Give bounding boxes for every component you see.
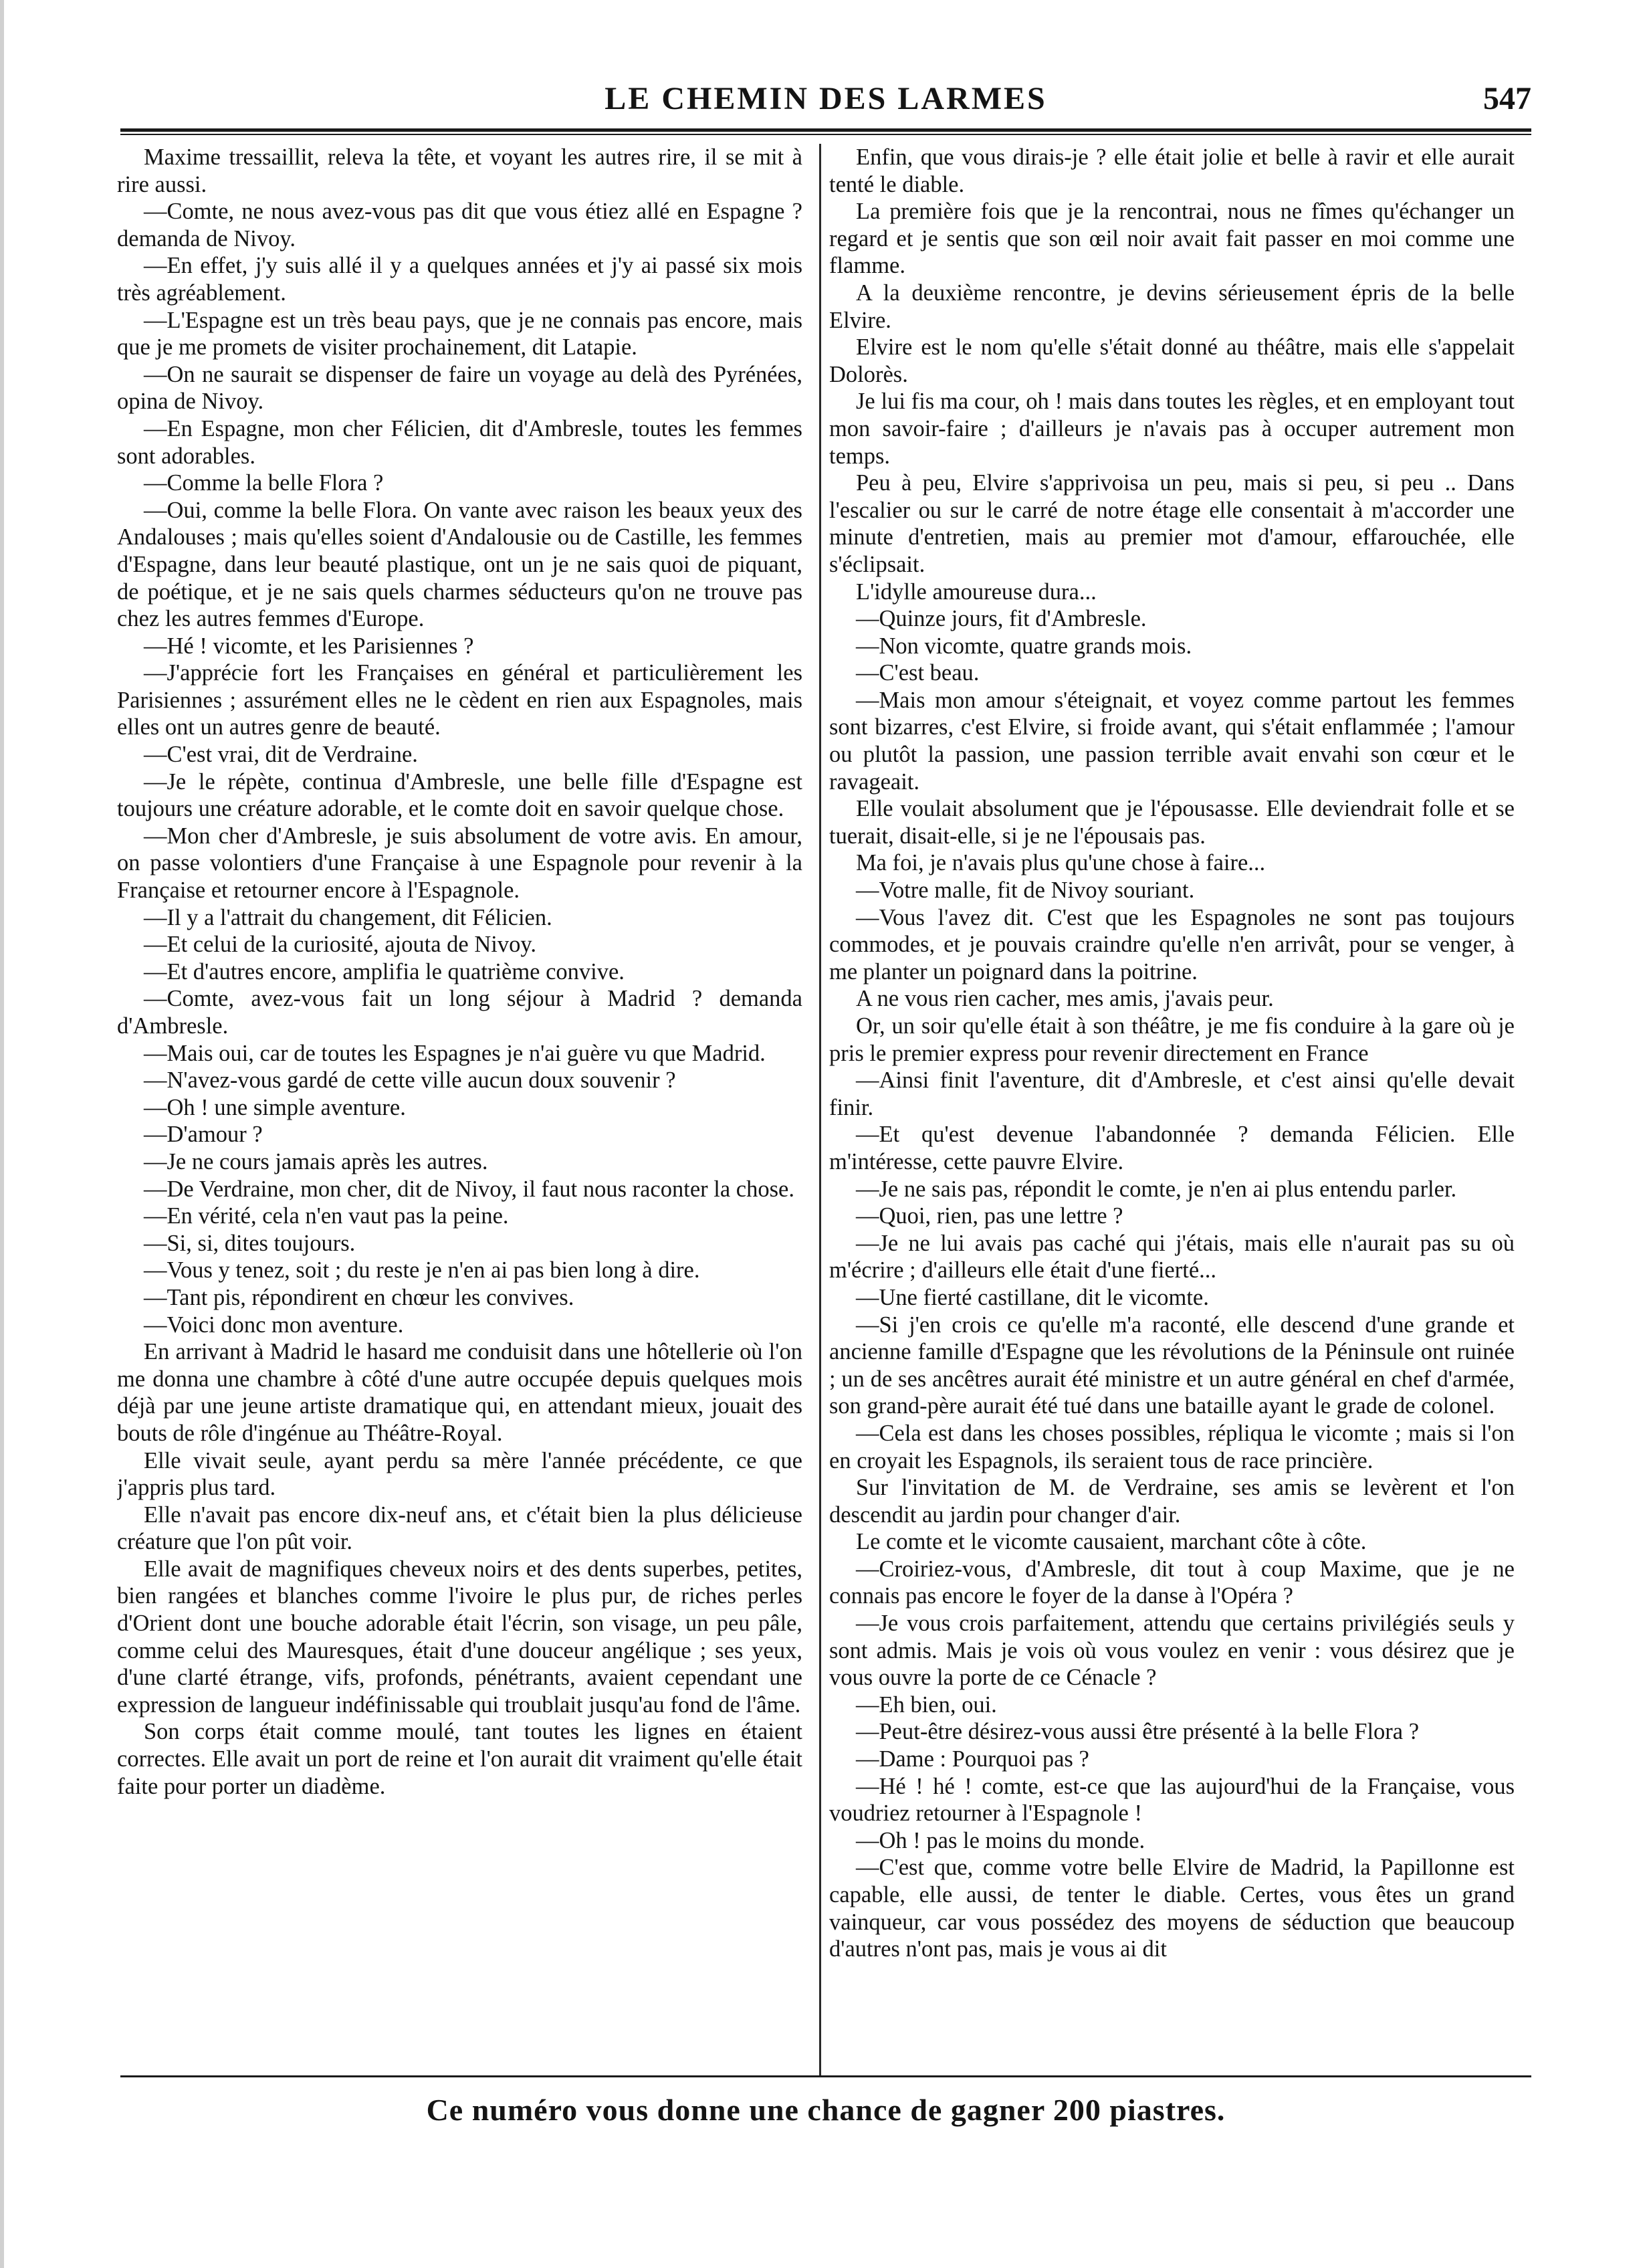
right-column <box>829 144 1515 2073</box>
paragraph: —Oui, comme la belle Flora. On vante avec raison les beaux yeux des Andalouses ; mais qu'elles soient d'Andalousie ou de Castille, les femmes d'Espagne, dans leur beauté plastique, ont un je ne sais quoi de piquant, de poétique, et je ne sais quels charmes séducteurs qu'on ne trouve pas chez les autres femmes d'Europe. <box>117 497 802 632</box>
header-rule <box>120 128 1531 132</box>
paragraph: Or, un soir qu'elle était à son théâtre, je me fis conduire à la gare où je pris le premier express pour revenir directement en France <box>829 1013 1515 1066</box>
paragraph: —Je ne lui avais pas caché qui j'étais, mais elle n'aurait pas su où m'écrire ; d'ailleurs elle était d'une fierté... <box>829 1230 1515 1283</box>
paragraph: —Quinze jours, fit d'Ambresle. <box>856 606 1147 632</box>
paragraph: —Et d'autres encore, amplifia le quatrième convive. <box>144 958 625 985</box>
paragraph: En arrivant à Madrid le hasard me conduisit dans une hôtellerie où l'on me donna une chambre à côté d'une autre occupée depuis quelques mois déjà par une jeune artiste dramatique qui, en attendant mieux, jouait des bouts de rôle d'ingénue au Théâtre-Royal. <box>117 1339 802 1446</box>
left-column <box>117 144 802 2073</box>
paragraph: —Il y a l'attrait du changement, dit Félicien. <box>144 904 552 930</box>
paragraph: —Vous l'avez dit. C'est que les Espagnoles ne sont pas toujours commodes, et je pouvais craindre qu'elle n'en arrivât, pour se venger, à me planter un poignard dans la poitrine. <box>829 904 1515 985</box>
paragraph: Elle avait de magnifiques cheveux noirs et des dents superbes, petites, bien rangées et blanches comme l'ivoire le plus pur, de riches perles d'Orient dont une bouche adorable était l'écrin, son visage, un peu pâle, comme celui des Mauresques, était d'une douceur angélique ; ses yeux, d'une clarté étrange, vifs, profonds, pénétrants, avaient cependant une expression de langueur indéfinissable qui troublait jusqu'au fond de l'âme. <box>117 1556 802 1718</box>
running-title: LE CHEMIN DES LARMES <box>604 81 1047 116</box>
paragraph: Elle voulait absolument que je l'épousasse. Elle deviendrait folle et se tuerait, disait-elle, si je ne l'épousais pas. <box>829 796 1515 849</box>
page-header <box>120 80 1531 127</box>
paragraph: —Une fierté castillane, dit le vicomte. <box>856 1284 1209 1310</box>
paragraph: —Je ne cours jamais après les autres. <box>144 1148 488 1174</box>
paragraph: —L'Espagne est un très beau pays, que je ne connais pas encore, mais que je me promets de visiter prochainement, dit Latapie. <box>117 307 802 360</box>
paragraph: —Mais mon amour s'éteignait, et voyez comme partout les femmes sont bizarres, c'est Elvire, si froide avant, qui s'était enflammée ; l'amour ou plutôt la passion, une passion terrible avait envahi son cœur et le ravageait. <box>829 687 1515 795</box>
paragraph: —Et celui de la curiosité, ajouta de Nivoy. <box>144 932 536 958</box>
paragraph: —Dame : Pourquoi pas ? <box>856 1746 1089 1772</box>
paragraph: —Tant pis, répondirent en chœur les convives. <box>144 1284 574 1310</box>
paragraph: A ne vous rien cacher, mes amis, j'avais peur. <box>856 986 1274 1012</box>
paragraph: —Non vicomte, quatre grands mois. <box>856 633 1192 659</box>
paragraph: —Oh ! pas le moins du monde. <box>856 1827 1145 1853</box>
paragraph: —Hé ! vicomte, et les Parisiennes ? <box>144 633 474 659</box>
paragraph: —J'apprécie fort les Françaises en général et particulièrement les Parisiennes ; assurément elles ne le cèdent en rien aux Espagnoles, mais elles ont un autres genre de beauté. <box>117 660 802 740</box>
paragraph: —En effet, j'y suis allé il y a quelques années et j'y ai passé six mois très agréablement. <box>117 253 802 306</box>
paragraph: —Voici donc mon aventure. <box>144 1312 404 1338</box>
paragraph: Son corps était comme moulé, tant toutes les lignes en étaient correctes. Elle avait un port de reine et l'on aurait dit vraiment qu'elle était faite pour porter un diadème. <box>117 1719 802 1799</box>
paragraph: —Eh bien, oui. <box>856 1691 997 1718</box>
paragraph: —Je le répète, continua d'Ambresle, une belle fille d'Espagne est toujours une créature adorable, et le comte doit en savoir quelque chose. <box>117 768 802 822</box>
paragraph: —C'est beau. <box>856 660 980 686</box>
paragraph: —Hé ! hé ! comte, est-ce que las aujourd'hui de la Française, vous voudriez retourner à l'Espagnole ! <box>829 1773 1515 1827</box>
paragraph: —Et qu'est devenue l'abandonnée ? demanda Félicien. Elle m'intéresse, cette pauvre Elvire. <box>829 1122 1515 1174</box>
paragraph: —Oh ! une simple aventure. <box>144 1094 406 1120</box>
paragraph: —Votre malle, fit de Nivoy souriant. <box>856 878 1195 904</box>
paragraph: Je lui fis ma cour, oh ! mais dans toutes les règles, et en employant tout mon savoir-faire ; d'ailleurs je n'avais pas à occuper autrement mon temps. <box>829 389 1515 469</box>
paragraph: —En Espagne, mon cher Félicien, dit d'Ambresle, toutes les femmes sont adorables. <box>117 415 802 469</box>
paragraph: —De Verdraine, mon cher, dit de Nivoy, il faut nous raconter la chose. <box>144 1176 794 1202</box>
paragraph: —C'est que, comme votre belle Elvire de Madrid, la Papillonne est capable, elle aussi, de tenter le diable. Certes, vous êtes un grand vainqueur, car vous possédez des moyens de séduction que beaucoup d'autres n'ont pas, mais je vous ai dit <box>829 1855 1515 1962</box>
paragraph: —Si j'en crois ce qu'elle m'a raconté, elle descend d'une grande et ancienne famille d'Espagne que les révolutions de la Péninsule ont ruinée ; un de ses ancêtres aurait été ministre et un autre général en chef d'armée, son grand-père aurait été tué dans une bataille ayant le grade de colonel. <box>829 1312 1515 1419</box>
paragraph: —D'amour ? <box>144 1122 263 1148</box>
paragraph: —C'est vrai, dit de Verdraine. <box>144 742 418 768</box>
paragraph: —Comte, ne nous avez-vous pas dit que vous étiez allé en Espagne ? demanda de Nivoy. <box>117 199 802 251</box>
paragraph: Sur l'invitation de M. de Verdraine, ses amis se levèrent et l'on descendit au jardin pour changer d'air. <box>829 1475 1515 1528</box>
paragraph: —N'avez-vous gardé de cette ville aucun doux souvenir ? <box>144 1067 676 1094</box>
column-divider <box>819 144 821 2077</box>
paragraph: Peu à peu, Elvire s'apprivoisa un peu, mais si peu, si peu .. Dans l'escalier ou sur le carré de notre étage elle consentait à m'accorder une minute d'entretien, mais au premier mot d'amour, effarouchée, elle s'éclipsait. <box>829 470 1515 577</box>
paragraph: —Comme la belle Flora ? <box>144 470 384 496</box>
paragraph: —Cela est dans les choses possibles, répliqua le vicomte ; mais si l'on en croyait les Espagnols, ils seraient tous de race princière. <box>829 1420 1515 1473</box>
paragraph: L'idylle amoureuse dura... <box>856 579 1097 605</box>
paragraph: —Vous y tenez, soit ; du reste je n'en ai pas bien long à dire. <box>144 1257 700 1283</box>
header-rule-thin <box>120 134 1531 135</box>
scan-edge <box>0 0 4 2268</box>
paragraph: —Je vous crois parfaitement, attendu que certains privilégiés seuls y sont admis. Mais je vois où vous voulez en venir : vous désirez que je vous ouvre la porte de ce Cénacle ? <box>829 1611 1515 1691</box>
paragraph: Le comte et le vicomte causaient, marchant côte à côte. <box>856 1529 1367 1555</box>
paragraph: Elle n'avait pas encore dix-neuf ans, et c'était bien la plus délicieuse créature que l'on pût voir. <box>117 1502 802 1555</box>
paragraph: La première fois que je la rencontrai, nous ne fîmes qu'échanger un regard et je sentis que son œil noir avait fait passer en moi comme une flamme. <box>829 199 1515 279</box>
paragraph: —On ne saurait se dispenser de faire un voyage au delà des Pyrénées, opina de Nivoy. <box>117 361 802 415</box>
paragraph: —Mais oui, car de toutes les Espagnes je n'ai guère vu que Madrid. <box>144 1040 766 1066</box>
paragraph: —Comte, avez-vous fait un long séjour à Madrid ? demanda d'Ambresle. <box>117 986 802 1039</box>
footer-note: Ce numéro vous donne une chance de gagner 200 piastres. <box>426 2093 1226 2127</box>
paragraph: —Croiriez-vous, d'Ambresle, dit tout à coup Maxime, que je ne connais pas encore le foyer de la danse à l'Opéra ? <box>829 1556 1515 1609</box>
paragraph: —Mon cher d'Ambresle, je suis absolument de votre avis. En amour, on passe volontiers d'une Française à une Espagnole pour revenir à la Française et retourner encore à l'Espagnole. <box>117 823 802 904</box>
paragraph: A la deuxième rencontre, je devins sérieusement épris de la belle Elvire. <box>829 280 1515 333</box>
paragraph: —Peut-être désirez-vous aussi être présenté à la belle Flora ? <box>856 1719 1420 1745</box>
paragraph: Elle vivait seule, ayant perdu sa mère l'année précédente, ce que j'appris plus tard. <box>117 1447 802 1501</box>
paragraph: —Quoi, rien, pas une lettre ? <box>856 1203 1123 1229</box>
paragraph: Enfin, que vous dirais-je ? elle était jolie et belle à ravir et elle aurait tenté le diable. <box>829 144 1515 197</box>
paragraph: Ma foi, je n'avais plus qu'une chose à faire... <box>856 850 1266 876</box>
paragraph: —Je ne sais pas, répondit le comte, je n'en ai plus entendu parler. <box>856 1176 1457 1202</box>
paragraph: —En vérité, cela n'en vaut pas la peine. <box>144 1203 509 1229</box>
paragraph: —Si, si, dites toujours. <box>144 1230 356 1256</box>
footer-rule <box>120 2075 1531 2077</box>
paragraph: —Ainsi finit l'aventure, dit d'Ambresle, et c'est ainsi qu'elle devait finir. <box>829 1067 1515 1120</box>
page-number: 547 <box>1483 81 1531 116</box>
paragraph: Maxime tressaillit, releva la tête, et voyant les autres rire, il se mit à rire aussi. <box>117 144 802 197</box>
paragraph: Elvire est le nom qu'elle s'était donné au théâtre, mais elle s'appelait Dolorès. <box>829 334 1515 387</box>
